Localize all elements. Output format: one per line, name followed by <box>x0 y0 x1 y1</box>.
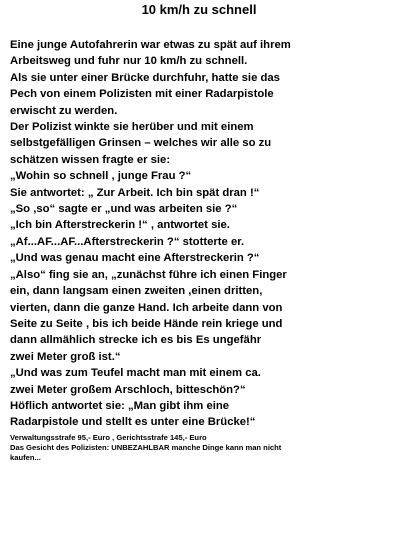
text-line: Sie antwortet: „ Zur Arbeit. Ich bin spät dran !“ <box>10 186 260 199</box>
text-line: „Af...AF...AF...Afterstreckerin ?“ stotterte er. <box>10 235 245 248</box>
text-line: Höflich antwortet sie: „Man gibt ihm eine <box>10 399 230 412</box>
text-line: zwei Meter großem Arschloch, bitteschön?“ <box>10 383 246 396</box>
text-line: dann allmählich strecke ich es bis Es ungefähr <box>10 334 262 347</box>
text-line: Radarpistole und stellt es unter eine Brücke!“ <box>10 416 256 429</box>
text-line: selbstgefälligen Grinsen – welches wir alle so zu <box>10 137 272 150</box>
closing-line-continued: kaufen... <box>10 453 41 463</box>
story-text <box>10 37 388 431</box>
closing-line: Das Gesicht des Polizisten: UNBEZAHLBAR manche Dinge kann man nicht <box>10 442 282 452</box>
text-line: Arbeitsweg und fuhr nur 10 km/h zu schnell. <box>10 55 248 68</box>
text-line: „So ,so“ sagte er „und was arbeiten sie ?“ <box>10 203 238 216</box>
text-line: „Also“ fing sie an, „zunächst führe ich einen Finger <box>10 268 287 281</box>
text-line: „Ich bin Afterstreckerin !“ , antwortet sie. <box>10 219 230 232</box>
text-line: „Und was zum Teufel macht man mit einem ca. <box>10 367 261 380</box>
text-line: „Und was genau macht eine Afterstreckerin ?“ <box>10 252 260 265</box>
text-line: „Wohin so schnell , junge Frau ?“ <box>10 170 192 183</box>
footer-notes <box>10 432 388 464</box>
text-line: vierten, dann die ganze Hand. Ich arbeite dann von <box>10 301 283 314</box>
text-line: erwischt zu werden. <box>10 104 118 117</box>
fines-line: Verwaltungsstrafe 95,- Euro , Gerichtsstrafe 145,- Euro <box>10 432 207 442</box>
text-line: Als sie unter einer Brücke durchfuhr, hatte sie das <box>10 71 280 84</box>
text-line: Pech von einem Polizisten mit einer Radarpistole <box>10 88 274 101</box>
text-line: zwei Meter groß ist.“ <box>10 350 121 363</box>
text-line: Eine junge Autofahrerin war etwas zu spät auf ihrem <box>10 39 291 51</box>
text-line: Der Polizist winkte sie herüber und mit einem <box>10 121 254 134</box>
text-line: ein, dann langsam einen zweiten ,einen dritten, <box>10 285 263 298</box>
page-title: 10 km/h zu schnell <box>141 2 257 17</box>
text-line: Seite zu Seite , bis ich beide Hände rein kriege und <box>10 317 283 330</box>
text-line: schätzen wissen fragte er sie: <box>10 153 171 166</box>
